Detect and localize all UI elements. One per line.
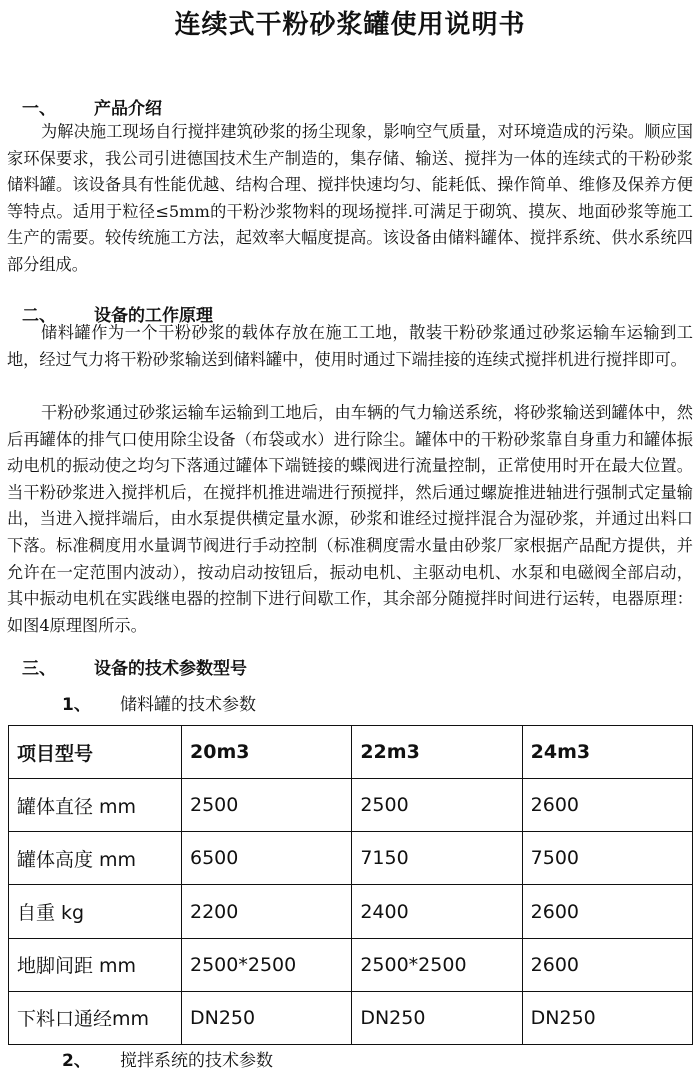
document-title: 连续式干粉砂浆罐使用说明书 <box>174 10 526 40</box>
table-cell: 2600 <box>522 938 692 991</box>
table-cell: 6500 <box>182 832 352 885</box>
table-row <box>9 938 693 991</box>
section-1-heading <box>22 94 162 119</box>
table-cell: 罐体高度 mm <box>9 832 182 885</box>
table-header-cell: 24m3 <box>522 726 692 779</box>
subsection-1-label: 储料罐的技术参数 <box>120 695 256 715</box>
section-2-title: 设备的工作原理 <box>94 306 213 326</box>
subsection-1-heading <box>62 690 256 715</box>
table-cell: 7150 <box>352 832 522 885</box>
table-cell: 2500 <box>352 779 522 832</box>
table-cell: 罐体直径 mm <box>9 779 182 832</box>
table-row <box>9 991 693 1044</box>
table-cell: 2500*2500 <box>182 938 352 991</box>
table-cell: 地脚间距 mm <box>9 938 182 991</box>
subsection-2-number: 2、 <box>62 1051 91 1071</box>
table-cell: DN250 <box>182 991 352 1044</box>
section-1-number: 一、 <box>22 99 56 119</box>
tank-spec-table <box>8 725 693 1045</box>
table-cell: 2400 <box>352 885 522 938</box>
table-cell: 2600 <box>522 885 692 938</box>
section-3-title: 设备的技术参数型号 <box>94 659 247 679</box>
table-row <box>9 885 693 938</box>
working-principle-paragraph-2: 干粉砂浆通过砂浆运输车运输到工地后，由车辆的气力输送系统，将砂浆输送到罐体中，然后再罐体的排气口使用除尘设备（布袋或水）进行除尘。罐体中的干粉砂浆靠自身重力和罐体振动电机的振动使之均匀下落通过罐体下端链接的蝶阀进行流量控制，正常使用时开在最大位置。当干粉砂浆进入搅拌机后，在搅拌机推进端进行预搅拌，然后通过螺旋推进轴进行强制式定量输出，当进入搅拌端后，由水泵提供横定量水源，砂浆和谁经过搅拌混合为湿砂浆，并通过出料口下落。标准稠度用水量调节阀进行手动控制（标准稠度需水量由砂浆厂家根据产品配方提供，并允许在一定范围内波动），按动启动按钮后，振动电机、主驱动电机、水泵和电磁阀全部启动，其中振动电机在实践继电器的控制下进行间歇工作，其余部分随搅拌时间进行运转，电器原理：如图4原理图所示。 <box>7 403 693 635</box>
working-principle-paragraph-1: 储料罐作为一个干粉砂浆的载体存放在施工工地，散装干粉砂浆通过砂浆运输车运输到工地，经过气力将干粉砂浆输送到储料罐中，使用时通过下端挂接的连续式搅拌机进行搅拌即可。 <box>7 323 693 369</box>
table-cell: DN250 <box>352 991 522 1044</box>
subsection-2-label: 搅拌系统的技术参数 <box>120 1051 273 1071</box>
table-cell: 7500 <box>522 832 692 885</box>
section-3-heading <box>22 654 247 679</box>
table-row <box>9 779 693 832</box>
section-1-title: 产品介绍 <box>94 99 162 119</box>
table-row <box>9 832 693 885</box>
table-header-cell: 20m3 <box>182 726 352 779</box>
table-cell: 2500 <box>182 779 352 832</box>
table-header-cell: 项目型号 <box>9 726 182 779</box>
table-cell: 自重 kg <box>9 885 182 938</box>
table-cell: 下料口通经mm <box>9 991 182 1044</box>
section-2-number: 二、 <box>22 306 56 326</box>
subsection-2-heading <box>62 1046 273 1071</box>
table-header-row <box>9 726 693 779</box>
table-cell: 2500*2500 <box>352 938 522 991</box>
table-cell: 2200 <box>182 885 352 938</box>
table-header-cell: 22m3 <box>352 726 522 779</box>
section-3-number: 三、 <box>22 659 56 679</box>
table-cell: DN250 <box>522 991 692 1044</box>
subsection-1-number: 1、 <box>62 695 91 715</box>
table-cell: 2600 <box>522 779 692 832</box>
product-intro-paragraph: 为解决施工现场自行搅拌建筑砂浆的扬尘现象，影响空气质量，对环境造成的污染。顺应国家环保要求，我公司引进德国技术生产制造的，集存储、输送、搅拌为一体的连续式的干粉砂浆储料罐。该设备具有性能优越、结构合理、搅拌快速均匀、能耗低、操作简单、维修及保养方便等特点。适用于粒径≤5mm的干粉沙浆物料的现场搅拌.可满足于砌筑、摸灰、地面砂浆等施工生产的需要。较传统施工方法，起效率大幅度提高。该设备由储料罐体、搅拌系统、供水系统四部分组成。 <box>7 122 693 274</box>
